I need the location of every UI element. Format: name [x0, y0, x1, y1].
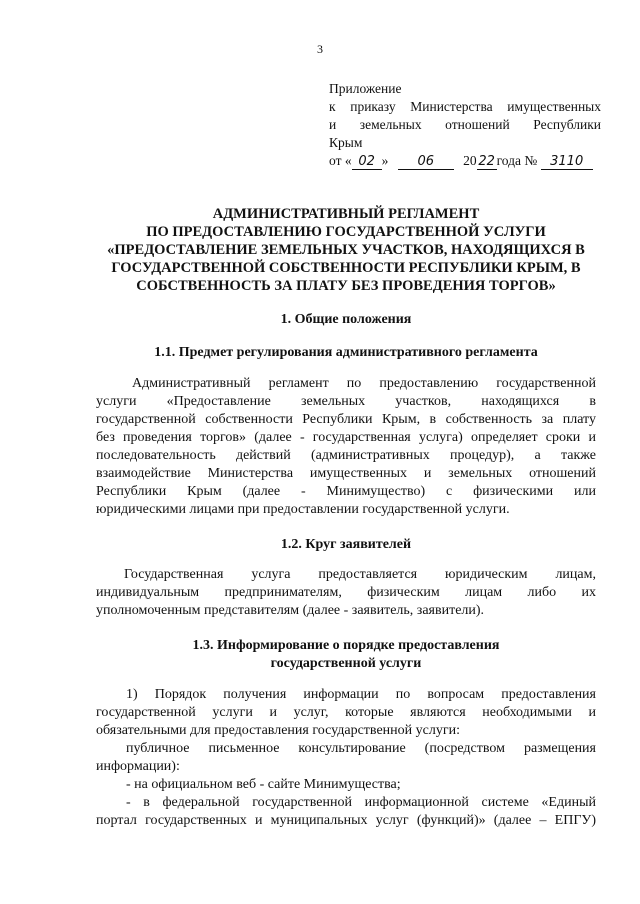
section-1-1-paragraph — [96, 375, 596, 519]
paragraph-line: юридическими лицами при предоставлении государственной услуги. — [96, 502, 510, 517]
appendix-line-3: Крым — [329, 135, 363, 150]
paragraph-line: Республики Крым (далее - Минимущество) с физическими или — [96, 484, 596, 499]
paragraph-line: Административный регламент по предоставлению государственной — [132, 376, 596, 391]
paragraph-line: последовательность действий (административных процедур), а также — [96, 448, 596, 463]
paragraph-line: уполномоченным представителям (далее - заявитель, заявители). — [96, 603, 485, 618]
date-separator: » — [381, 153, 389, 168]
handwritten-number: 3110 — [541, 154, 593, 170]
document-title — [96, 205, 596, 295]
paragraph-line: обязательными для предоставления государственной услуги: — [96, 723, 460, 738]
section-1-heading: 1. Общие положения — [280, 312, 412, 327]
year-prefix: 20 — [463, 153, 477, 168]
paragraph-line: услуги «Предоставление земельных участков, находящихся в — [96, 394, 596, 409]
title-line: ПО ПРЕДОСТАВЛЕНИЮ ГОСУДАРСТВЕННОЙ УСЛУГИ — [146, 224, 546, 240]
date-prefix: от « — [329, 153, 352, 168]
section-1-3-paragraph — [96, 686, 596, 830]
list-item: - на официальном веб - сайте Минимущества; — [126, 777, 401, 792]
section-1-2-paragraph — [96, 566, 596, 620]
section-1-3-heading — [96, 637, 596, 673]
appendix-line-2: и земельных отношений Республики — [329, 117, 601, 132]
title-line: ГОСУДАРСТВЕННОЙ СОБСТВЕННОСТИ РЕСПУБЛИКИ КРЫМ, В — [111, 260, 581, 276]
heading-line: 1.3. Информирование о порядке предоставления — [192, 638, 500, 653]
paragraph-line: портал государственных и муниципальных услуг (функций)» (далее – ЕПГУ) — [96, 813, 596, 828]
paragraph-line: государственной собственности Республики Крым, в собственность за плату — [96, 412, 596, 427]
section-1-2-heading: 1.2. Круг заявителей — [280, 537, 412, 552]
title-line: СОБСТВЕННОСТЬ ЗА ПЛАТУ БЕЗ ПРОВЕДЕНИЯ ТОРГОВ» — [136, 278, 556, 294]
paragraph-line: Государственная услуга предоставляется юридическим лицам, — [124, 567, 596, 582]
paragraph-line: взаимодействие Министерства имущественных и земельных отношений — [96, 466, 596, 481]
handwritten-day: 02 — [352, 154, 382, 170]
title-line: АДМИНИСТРАТИВНЫЙ РЕГЛАМЕНТ — [212, 206, 480, 222]
appendix-block — [329, 80, 601, 170]
paragraph-line: индивидуальным предпринимателям, физическим лицам либо их — [96, 585, 596, 600]
title-line: «ПРЕДОСТАВЛЕНИЕ ЗЕМЕЛЬНЫХ УЧАСТКОВ, НАХОДЯЩИХСЯ В — [107, 242, 585, 258]
handwritten-year: 22 — [478, 154, 495, 169]
heading-line: государственной услуги — [270, 656, 422, 671]
handwritten-month: 06 — [398, 154, 454, 170]
section-1-1-heading: 1.1. Предмет регулирования административного регламента — [154, 345, 538, 360]
paragraph-line: публичное письменное консультирование (посредством размещения — [126, 741, 596, 756]
paragraph-line: 1) Порядок получения информации по вопросам предоставления — [126, 687, 596, 702]
list-item: - в федеральной государственной информационной системе «Единый — [126, 795, 596, 810]
appendix-label: Приложение — [329, 81, 402, 96]
paragraph-line: государственной услуги и услуг, которые являются необходимыми и — [96, 705, 596, 720]
appendix-date-line — [329, 152, 601, 170]
paragraph-line: информации): — [96, 759, 180, 774]
appendix-line-1: к приказу Министерства имущественных — [329, 99, 601, 114]
page-number: 3 — [317, 42, 323, 56]
year-label: года № — [496, 153, 538, 168]
paragraph-line: без проведения торгов» (далее - государственная услуга) определяет сроки и — [96, 430, 596, 445]
